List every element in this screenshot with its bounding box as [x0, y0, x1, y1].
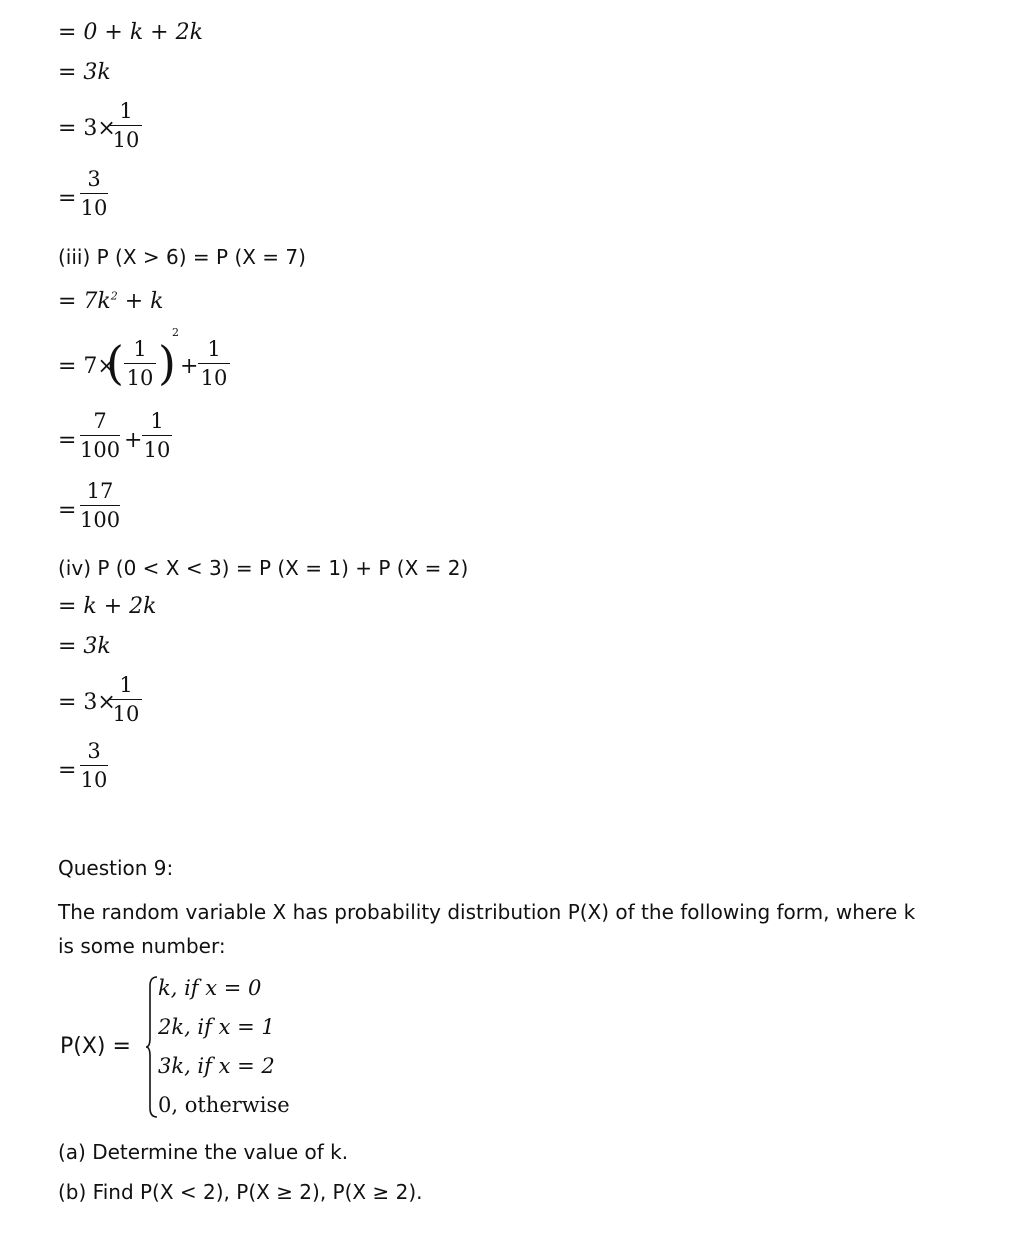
part-iii-line2-prefix: = 7×: [58, 354, 116, 379]
part-iv-line3-prefix: = 3×: [58, 690, 116, 715]
part-iii-line3-plus: +: [124, 428, 143, 453]
question-title: Question 9:: [58, 856, 174, 880]
left-brace: [146, 976, 158, 1118]
fraction-bar: [124, 363, 156, 364]
fraction-numerator: 1: [207, 337, 221, 361]
fraction-bar: [80, 765, 108, 766]
fraction-denominator: 100: [80, 438, 121, 462]
part-iii-line1: [58, 289, 164, 314]
part-ii-line4-fraction: [80, 166, 108, 221]
fraction-bar: [80, 505, 120, 506]
fraction-numerator: 1: [119, 99, 133, 123]
part-iv-heading: (iv) P (0 < X < 3) = P (X = 1) + P (X = 2): [58, 556, 469, 580]
part-iii-line2-exponent: 2: [172, 326, 179, 339]
fraction-bar: [80, 193, 108, 194]
part-iii-line3-prefix: =: [58, 428, 77, 453]
question-text-line2: is some number:: [58, 934, 226, 958]
part-iii-heading: (iii) P (X > 6) = P (X = 7): [58, 245, 306, 269]
question-text-line1: The random variable X has probability distribution P(X) of the following form, where k: [58, 900, 916, 924]
part-ii-line3-prefix: = 3×: [58, 116, 116, 141]
part-iv-line4-fraction: [80, 738, 108, 793]
fraction-denominator: 10: [143, 438, 171, 462]
part-iii-line1-exponent: 2: [110, 289, 118, 303]
fraction-denominator: 10: [80, 196, 108, 220]
case-3: 3k, if x = 2: [158, 1054, 275, 1078]
open-paren: (: [106, 336, 124, 390]
fraction-numerator: 3: [87, 739, 101, 763]
part-iv-line4-prefix: =: [58, 758, 77, 783]
fraction-bar: [198, 363, 230, 364]
part-iii-line4-fraction: [80, 478, 120, 533]
part-ii-line4-prefix: =: [58, 186, 77, 211]
part-ii-line1: = 0 + k + 2k: [58, 20, 203, 45]
part-iii-line1-base: = 7k: [58, 289, 111, 314]
part-iv-line3-fraction: [110, 672, 142, 727]
case-1: k, if x = 0: [158, 976, 262, 1000]
fraction-numerator: 1: [119, 673, 133, 697]
fraction-denominator: 10: [80, 768, 108, 792]
fraction-numerator: 3: [87, 167, 101, 191]
fraction-bar: [142, 435, 172, 436]
fraction-denominator: 10: [126, 366, 154, 390]
fraction-numerator: 17: [86, 479, 114, 503]
case-4: 0, otherwise: [158, 1093, 290, 1117]
part-iii-line2-plus: +: [180, 354, 199, 379]
fraction-denominator: 10: [112, 128, 140, 152]
question-part-a: (a) Determine the value of k.: [58, 1140, 349, 1164]
fraction-denominator: 100: [80, 508, 121, 532]
part-ii-line3-fraction: [110, 98, 142, 153]
fraction-denominator: 10: [200, 366, 228, 390]
fraction-bar: [110, 699, 142, 700]
question-part-b: (b) Find P(X < 2), P(X ≥ 2), P(X ≥ 2).: [58, 1180, 423, 1204]
part-iv-line2: = 3k: [58, 634, 111, 659]
px-label: P(X) =: [60, 1034, 131, 1059]
case-2: 2k, if x = 1: [158, 1015, 275, 1039]
part-iii-line2-fraction: [198, 336, 230, 391]
part-iii-line2-inner-fraction: [124, 336, 156, 391]
part-iv-line1: = k + 2k: [58, 594, 157, 619]
fraction-numerator: 7: [93, 409, 107, 433]
part-iii-line3-fraction-2: [142, 408, 172, 463]
fraction-numerator: 1: [133, 337, 147, 361]
part-iii-line3-fraction-1: [80, 408, 120, 463]
fraction-bar: [110, 125, 142, 126]
close-paren: ): [158, 336, 176, 390]
part-iii-line4-prefix: =: [58, 498, 77, 523]
part-iii-line1-tail: + k: [117, 289, 164, 314]
fraction-denominator: 10: [112, 702, 140, 726]
fraction-numerator: 1: [150, 409, 164, 433]
part-ii-line2: = 3k: [58, 60, 111, 85]
fraction-bar: [80, 435, 120, 436]
